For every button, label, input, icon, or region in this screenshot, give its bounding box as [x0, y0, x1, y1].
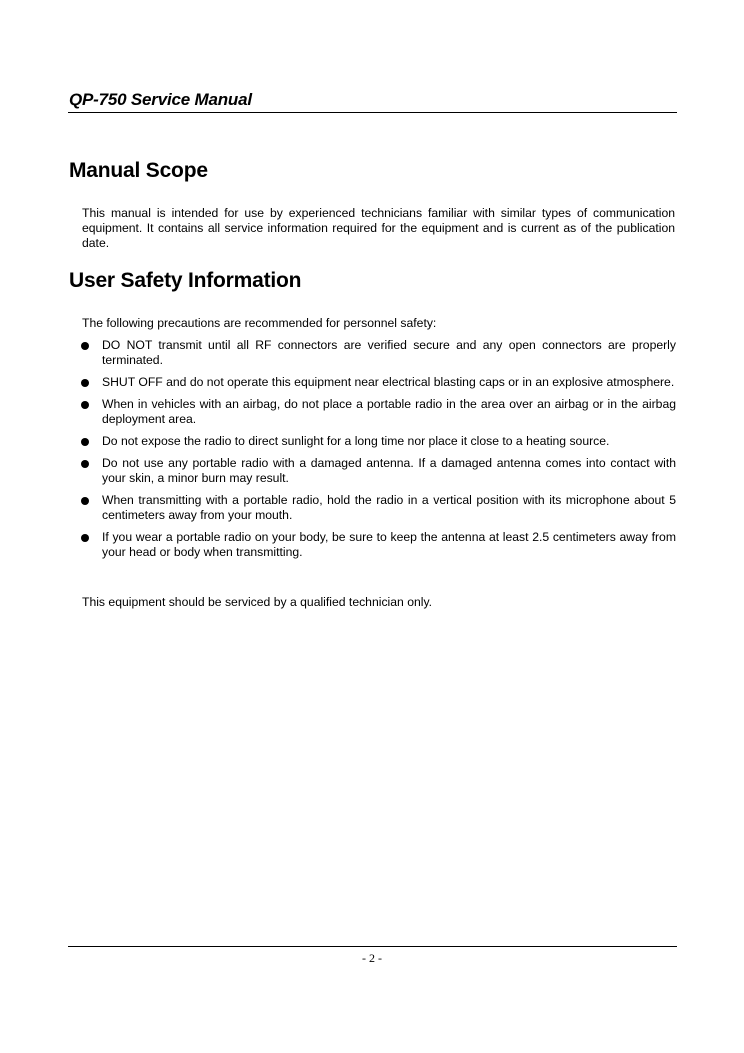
list-item — [80, 434, 676, 449]
list-item — [80, 493, 676, 523]
list-item — [80, 338, 676, 368]
bullet-icon — [81, 401, 89, 409]
manual-scope-heading: Manual Scope — [69, 159, 208, 182]
list-item-text: Do not expose the radio to direct sunlight for a long time nor place it close to a heating source. — [102, 434, 610, 448]
list-item — [80, 375, 676, 390]
list-item-text: If you wear a portable radio on your body, be sure to keep the antenna at least 2.5 centimeters away from your head or body when transmitting. — [102, 530, 676, 559]
document-header-title: QP-750 Service Manual — [69, 90, 252, 109]
list-item — [80, 530, 676, 560]
safety-precautions-list — [80, 338, 676, 567]
list-item-text: When transmitting with a portable radio, hold the radio in a vertical position with its microphone about 5 centimeters away from your mouth. — [102, 493, 676, 522]
list-item — [80, 397, 676, 427]
bullet-icon — [81, 534, 89, 542]
bullet-icon — [81, 379, 89, 387]
manual-scope-paragraph: This manual is intended for use by experienced technicians familiar with similar types of communication equipment. It contains all service information required for the equipment and is current as of the publication date. — [82, 206, 675, 250]
service-closing-note: This equipment should be serviced by a qualified technician only. — [82, 595, 433, 609]
bullet-icon — [81, 460, 89, 468]
user-safety-intro: The following precautions are recommended for personnel safety: — [82, 316, 437, 330]
list-item-text: DO NOT transmit until all RF connectors are verified secure and any open connectors are properly terminated. — [102, 338, 676, 367]
list-item — [80, 456, 676, 486]
list-item-text: When in vehicles with an airbag, do not place a portable radio in the area over an airbag or in the airbag deployment area. — [102, 397, 676, 426]
bullet-icon — [81, 497, 89, 505]
footer-divider — [68, 946, 677, 947]
list-item-text: SHUT OFF and do not operate this equipment near electrical blasting caps or in an explosive atmosphere. — [102, 375, 675, 389]
list-item-text: Do not use any portable radio with a damaged antenna. If a damaged antenna comes into contact with your skin, a minor burn may result. — [102, 456, 676, 485]
page-number: - 2 - — [362, 951, 382, 965]
bullet-icon — [81, 342, 89, 350]
header-divider — [68, 112, 677, 113]
bullet-icon — [81, 438, 89, 446]
user-safety-heading: User Safety Information — [69, 269, 302, 292]
